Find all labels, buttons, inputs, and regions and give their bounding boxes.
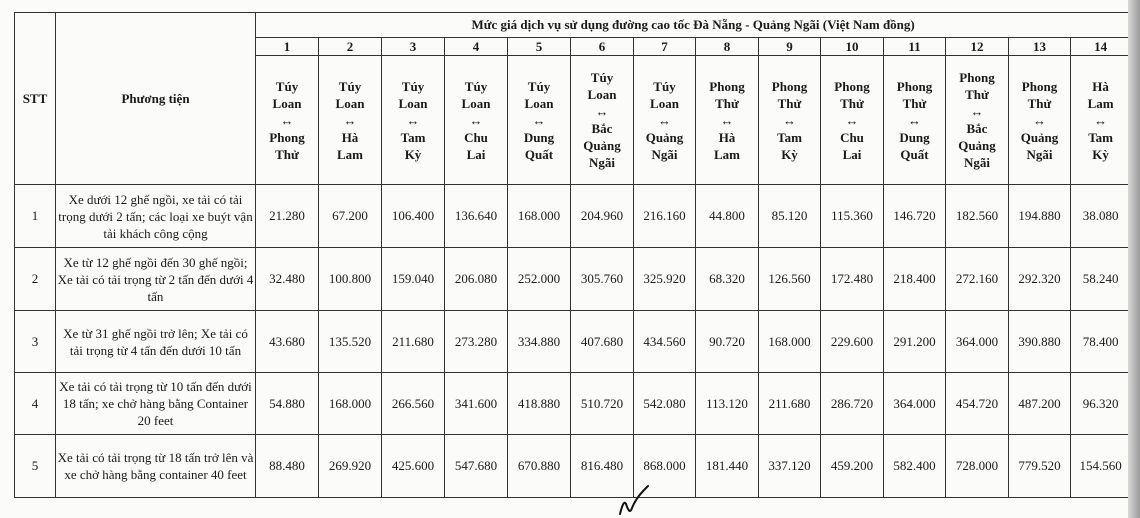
route-word: Loan xyxy=(587,87,617,102)
fee-cell: 85.120 xyxy=(759,185,821,248)
column-number: 6 xyxy=(571,38,634,56)
fee-cell: 106.400 xyxy=(382,185,445,248)
fee-cell: 487.200 xyxy=(1009,373,1071,435)
fee-cell: 68.320 xyxy=(696,248,759,311)
route-word: ↔ xyxy=(783,112,796,128)
table-title: Mức giá dịch vụ sử dụng đường cao tốc Đà Nẵng - Quảng Ngãi (Việt Nam đồng) xyxy=(256,13,1131,38)
table-row xyxy=(15,435,1131,498)
route-word: Kỳ xyxy=(1092,146,1109,162)
fee-cell: 96.320 xyxy=(1071,373,1131,435)
route-word: Phong xyxy=(834,78,870,94)
route-word: Ngãi xyxy=(651,146,678,162)
fee-cell: 334.880 xyxy=(508,311,571,373)
table-row xyxy=(15,311,1131,373)
handwritten-signature xyxy=(612,484,652,518)
fee-cell: 292.320 xyxy=(1009,248,1071,311)
route-header xyxy=(759,56,821,185)
vehicle-description: Xe dưới 12 ghế ngồi, xe tải có tải trọng dưới 2 tấn; các loại xe buýt vận tải khách công cộng xyxy=(56,185,256,248)
fee-cell: 510.720 xyxy=(571,373,634,435)
route-word: Tam xyxy=(400,129,426,145)
fee-cell: 211.680 xyxy=(382,311,445,373)
fee-cell: 136.640 xyxy=(445,185,508,248)
route-word: Túy xyxy=(590,70,614,85)
fee-cell: 216.160 xyxy=(634,185,696,248)
fee-cell: 218.400 xyxy=(884,248,946,311)
route-word: Chu xyxy=(840,129,864,145)
column-number: 9 xyxy=(759,38,821,56)
route-word: Lam xyxy=(337,146,363,162)
fee-cell: 390.880 xyxy=(1009,311,1071,373)
route-word: ↔ xyxy=(720,112,734,128)
fee-cell: 78.400 xyxy=(1071,311,1131,373)
route-word: Quảng xyxy=(958,138,996,153)
route-word: Loan xyxy=(524,95,554,111)
fee-cell: 58.240 xyxy=(1071,248,1131,311)
route-word: Phong xyxy=(1021,78,1058,94)
vehicle-description: Xe tải có tải trọng từ 18 tấn trở lên và xe chở hàng bằng container 40 feet xyxy=(56,435,256,498)
row-stt: 3 xyxy=(15,311,56,373)
route-header xyxy=(445,56,508,185)
route-word: Dung xyxy=(523,129,555,145)
route-word: Túy xyxy=(338,78,362,94)
route-word: Ngãi xyxy=(964,155,990,170)
fee-cell: 273.280 xyxy=(445,311,508,373)
fee-cell: 728.000 xyxy=(946,435,1009,498)
fee-cell: 182.560 xyxy=(946,185,1009,248)
route-word: ↔ xyxy=(970,104,984,119)
route-word: Phong xyxy=(959,70,995,85)
column-number: 4 xyxy=(445,38,508,56)
route-word: ↔ xyxy=(532,112,546,128)
route-word: Phong xyxy=(269,129,305,145)
page-edge-shadow xyxy=(1128,0,1140,518)
route-word: Phong xyxy=(896,78,933,94)
route-word: Loan xyxy=(272,95,302,111)
route-word: Thử xyxy=(965,87,989,102)
fee-cell: 44.800 xyxy=(696,185,759,248)
fee-cell: 168.000 xyxy=(319,373,382,435)
fee-cell: 168.000 xyxy=(759,311,821,373)
route-header xyxy=(256,56,319,185)
column-number: 11 xyxy=(884,38,946,56)
route-word: ↔ xyxy=(1094,112,1108,128)
fee-cell: 204.960 xyxy=(571,185,634,248)
column-number: 1 xyxy=(256,38,319,56)
route-word: Thử xyxy=(715,95,739,111)
fee-cell: 194.880 xyxy=(1009,185,1071,248)
fee-cell: 286.720 xyxy=(821,373,884,435)
route-word: Túy xyxy=(527,78,551,94)
route-word: Loan xyxy=(335,95,365,111)
fee-cell: 291.200 xyxy=(884,311,946,373)
route-header xyxy=(946,56,1009,185)
fee-cell: 181.440 xyxy=(696,435,759,498)
route-word: Lam xyxy=(714,146,740,162)
vehicle-header: Phương tiện xyxy=(56,13,256,185)
route-word: Quất xyxy=(524,146,554,162)
route-word: Túy xyxy=(401,78,425,94)
column-number: 3 xyxy=(382,38,445,56)
fee-cell: 325.920 xyxy=(634,248,696,311)
fee-cell: 88.480 xyxy=(256,435,319,498)
fee-cell: 868.000 xyxy=(634,435,696,498)
route-word: Loan xyxy=(398,95,428,111)
route-word: Quảng xyxy=(583,138,621,153)
route-word: ↔ xyxy=(908,112,921,128)
route-word: ↔ xyxy=(343,112,357,128)
fee-cell: 542.080 xyxy=(634,373,696,435)
route-word: Quảng xyxy=(1020,129,1059,145)
route-word: Chu xyxy=(464,129,488,145)
vehicle-description: Xe từ 31 ghế ngồi trở lên; Xe tải có tải trọng từ 4 tấn đến dưới 10 tấn xyxy=(56,311,256,373)
table-body xyxy=(15,185,1131,498)
route-word: Quảng xyxy=(645,129,684,145)
fee-cell: 816.480 xyxy=(571,435,634,498)
route-header xyxy=(634,56,696,185)
route-word: Phong xyxy=(771,78,808,94)
fee-cell: 54.880 xyxy=(256,373,319,435)
fee-cell: 43.680 xyxy=(256,311,319,373)
fee-cell: 305.760 xyxy=(571,248,634,311)
route-word: Thử xyxy=(777,95,802,111)
route-word: ↔ xyxy=(469,112,483,128)
fee-cell: 364.000 xyxy=(884,373,946,435)
table-row xyxy=(15,373,1131,435)
route-word: Túy xyxy=(653,78,676,94)
route-word: Dung xyxy=(899,129,930,145)
route-word: Túy xyxy=(275,78,299,94)
fee-cell: 90.720 xyxy=(696,311,759,373)
route-word: Lam xyxy=(1087,95,1114,111)
fee-cell: 266.560 xyxy=(382,373,445,435)
fee-cell: 113.120 xyxy=(696,373,759,435)
route-word: Kỳ xyxy=(404,146,422,162)
row-stt: 1 xyxy=(15,185,56,248)
fee-cell: 21.280 xyxy=(256,185,319,248)
route-word: Bắc xyxy=(591,121,613,136)
route-word: ↔ xyxy=(280,112,294,128)
fee-cell: 229.600 xyxy=(821,311,884,373)
route-word: ↔ xyxy=(406,112,420,128)
fee-cell: 252.000 xyxy=(508,248,571,311)
route-header xyxy=(1009,56,1071,185)
route-word: Ngãi xyxy=(589,155,615,170)
route-header xyxy=(319,56,382,185)
fee-cell: 407.680 xyxy=(571,311,634,373)
row-stt: 4 xyxy=(15,373,56,435)
route-header xyxy=(508,56,571,185)
fee-cell: 547.680 xyxy=(445,435,508,498)
fee-cell: 168.000 xyxy=(508,185,571,248)
fee-cell: 670.880 xyxy=(508,435,571,498)
fee-cell: 154.560 xyxy=(1071,435,1131,498)
row-stt: 5 xyxy=(15,435,56,498)
route-header xyxy=(696,56,759,185)
route-word: Túy xyxy=(464,78,488,94)
fee-cell: 582.400 xyxy=(884,435,946,498)
column-number: 14 xyxy=(1071,38,1131,56)
route-header xyxy=(571,56,634,185)
table-row xyxy=(15,185,1131,248)
fee-cell: 364.000 xyxy=(946,311,1009,373)
column-number: 13 xyxy=(1009,38,1071,56)
route-word: Tam xyxy=(1088,129,1113,145)
route-word: Kỳ xyxy=(781,146,798,162)
route-word: Thử xyxy=(1027,95,1052,111)
route-header xyxy=(1071,56,1131,185)
fee-cell: 434.560 xyxy=(634,311,696,373)
fee-cell: 459.200 xyxy=(821,435,884,498)
route-word: Loan xyxy=(461,95,491,111)
table-header xyxy=(15,13,1131,185)
column-number: 8 xyxy=(696,38,759,56)
stt-header: STT xyxy=(15,13,56,185)
vehicle-description: Xe từ 12 ghế ngồi đến 30 ghế ngồi; Xe tải có tải trọng từ 2 tấn đến dưới 4 tấn xyxy=(56,248,256,311)
route-word: Hà xyxy=(341,129,359,145)
route-word: ↔ xyxy=(595,104,609,119)
fee-cell: 100.800 xyxy=(319,248,382,311)
fee-cell: 126.560 xyxy=(759,248,821,311)
fee-cell: 115.360 xyxy=(821,185,884,248)
route-word: Thử xyxy=(902,95,927,111)
fee-cell: 341.600 xyxy=(445,373,508,435)
fee-cell: 337.120 xyxy=(759,435,821,498)
route-word: Quất xyxy=(900,146,929,162)
column-number: 2 xyxy=(319,38,382,56)
route-header xyxy=(884,56,946,185)
route-word: Lai xyxy=(842,146,862,162)
route-word: ↔ xyxy=(658,112,671,128)
fee-cell: 418.880 xyxy=(508,373,571,435)
route-word: Phong xyxy=(709,78,745,94)
fee-cell: 206.080 xyxy=(445,248,508,311)
route-word: Thử xyxy=(275,146,299,162)
fee-cell: 211.680 xyxy=(759,373,821,435)
route-word: Loan xyxy=(650,95,679,111)
route-word: Bắc xyxy=(966,121,988,136)
route-word: Lai xyxy=(466,146,486,162)
column-number: 10 xyxy=(821,38,884,56)
column-number: 5 xyxy=(508,38,571,56)
fee-cell: 454.720 xyxy=(946,373,1009,435)
route-word: Thử xyxy=(840,95,864,111)
fee-cell: 269.920 xyxy=(319,435,382,498)
fee-cell: 272.160 xyxy=(946,248,1009,311)
route-header xyxy=(382,56,445,185)
route-header xyxy=(821,56,884,185)
fee-cell: 779.520 xyxy=(1009,435,1071,498)
fee-cell: 67.200 xyxy=(319,185,382,248)
fee-cell: 425.600 xyxy=(382,435,445,498)
route-word: ↔ xyxy=(1033,112,1046,128)
route-word: Ngãi xyxy=(1026,146,1053,162)
route-word: Hà xyxy=(1092,78,1109,94)
toll-fee-table xyxy=(14,12,1131,498)
route-word: Tam xyxy=(777,129,802,145)
table-row xyxy=(15,248,1131,311)
column-number: 12 xyxy=(946,38,1009,56)
fee-cell: 32.480 xyxy=(256,248,319,311)
route-word: Hà xyxy=(718,129,736,145)
route-word: ↔ xyxy=(845,112,859,128)
column-number: 7 xyxy=(634,38,696,56)
row-stt: 2 xyxy=(15,248,56,311)
fee-cell: 135.520 xyxy=(319,311,382,373)
fee-cell: 146.720 xyxy=(884,185,946,248)
fee-cell: 38.080 xyxy=(1071,185,1131,248)
vehicle-description: Xe tải có tải trọng từ 10 tấn đến dưới 18 tấn; xe chở hàng bằng Container 20 feet xyxy=(56,373,256,435)
fee-cell: 159.040 xyxy=(382,248,445,311)
fee-cell: 172.480 xyxy=(821,248,884,311)
